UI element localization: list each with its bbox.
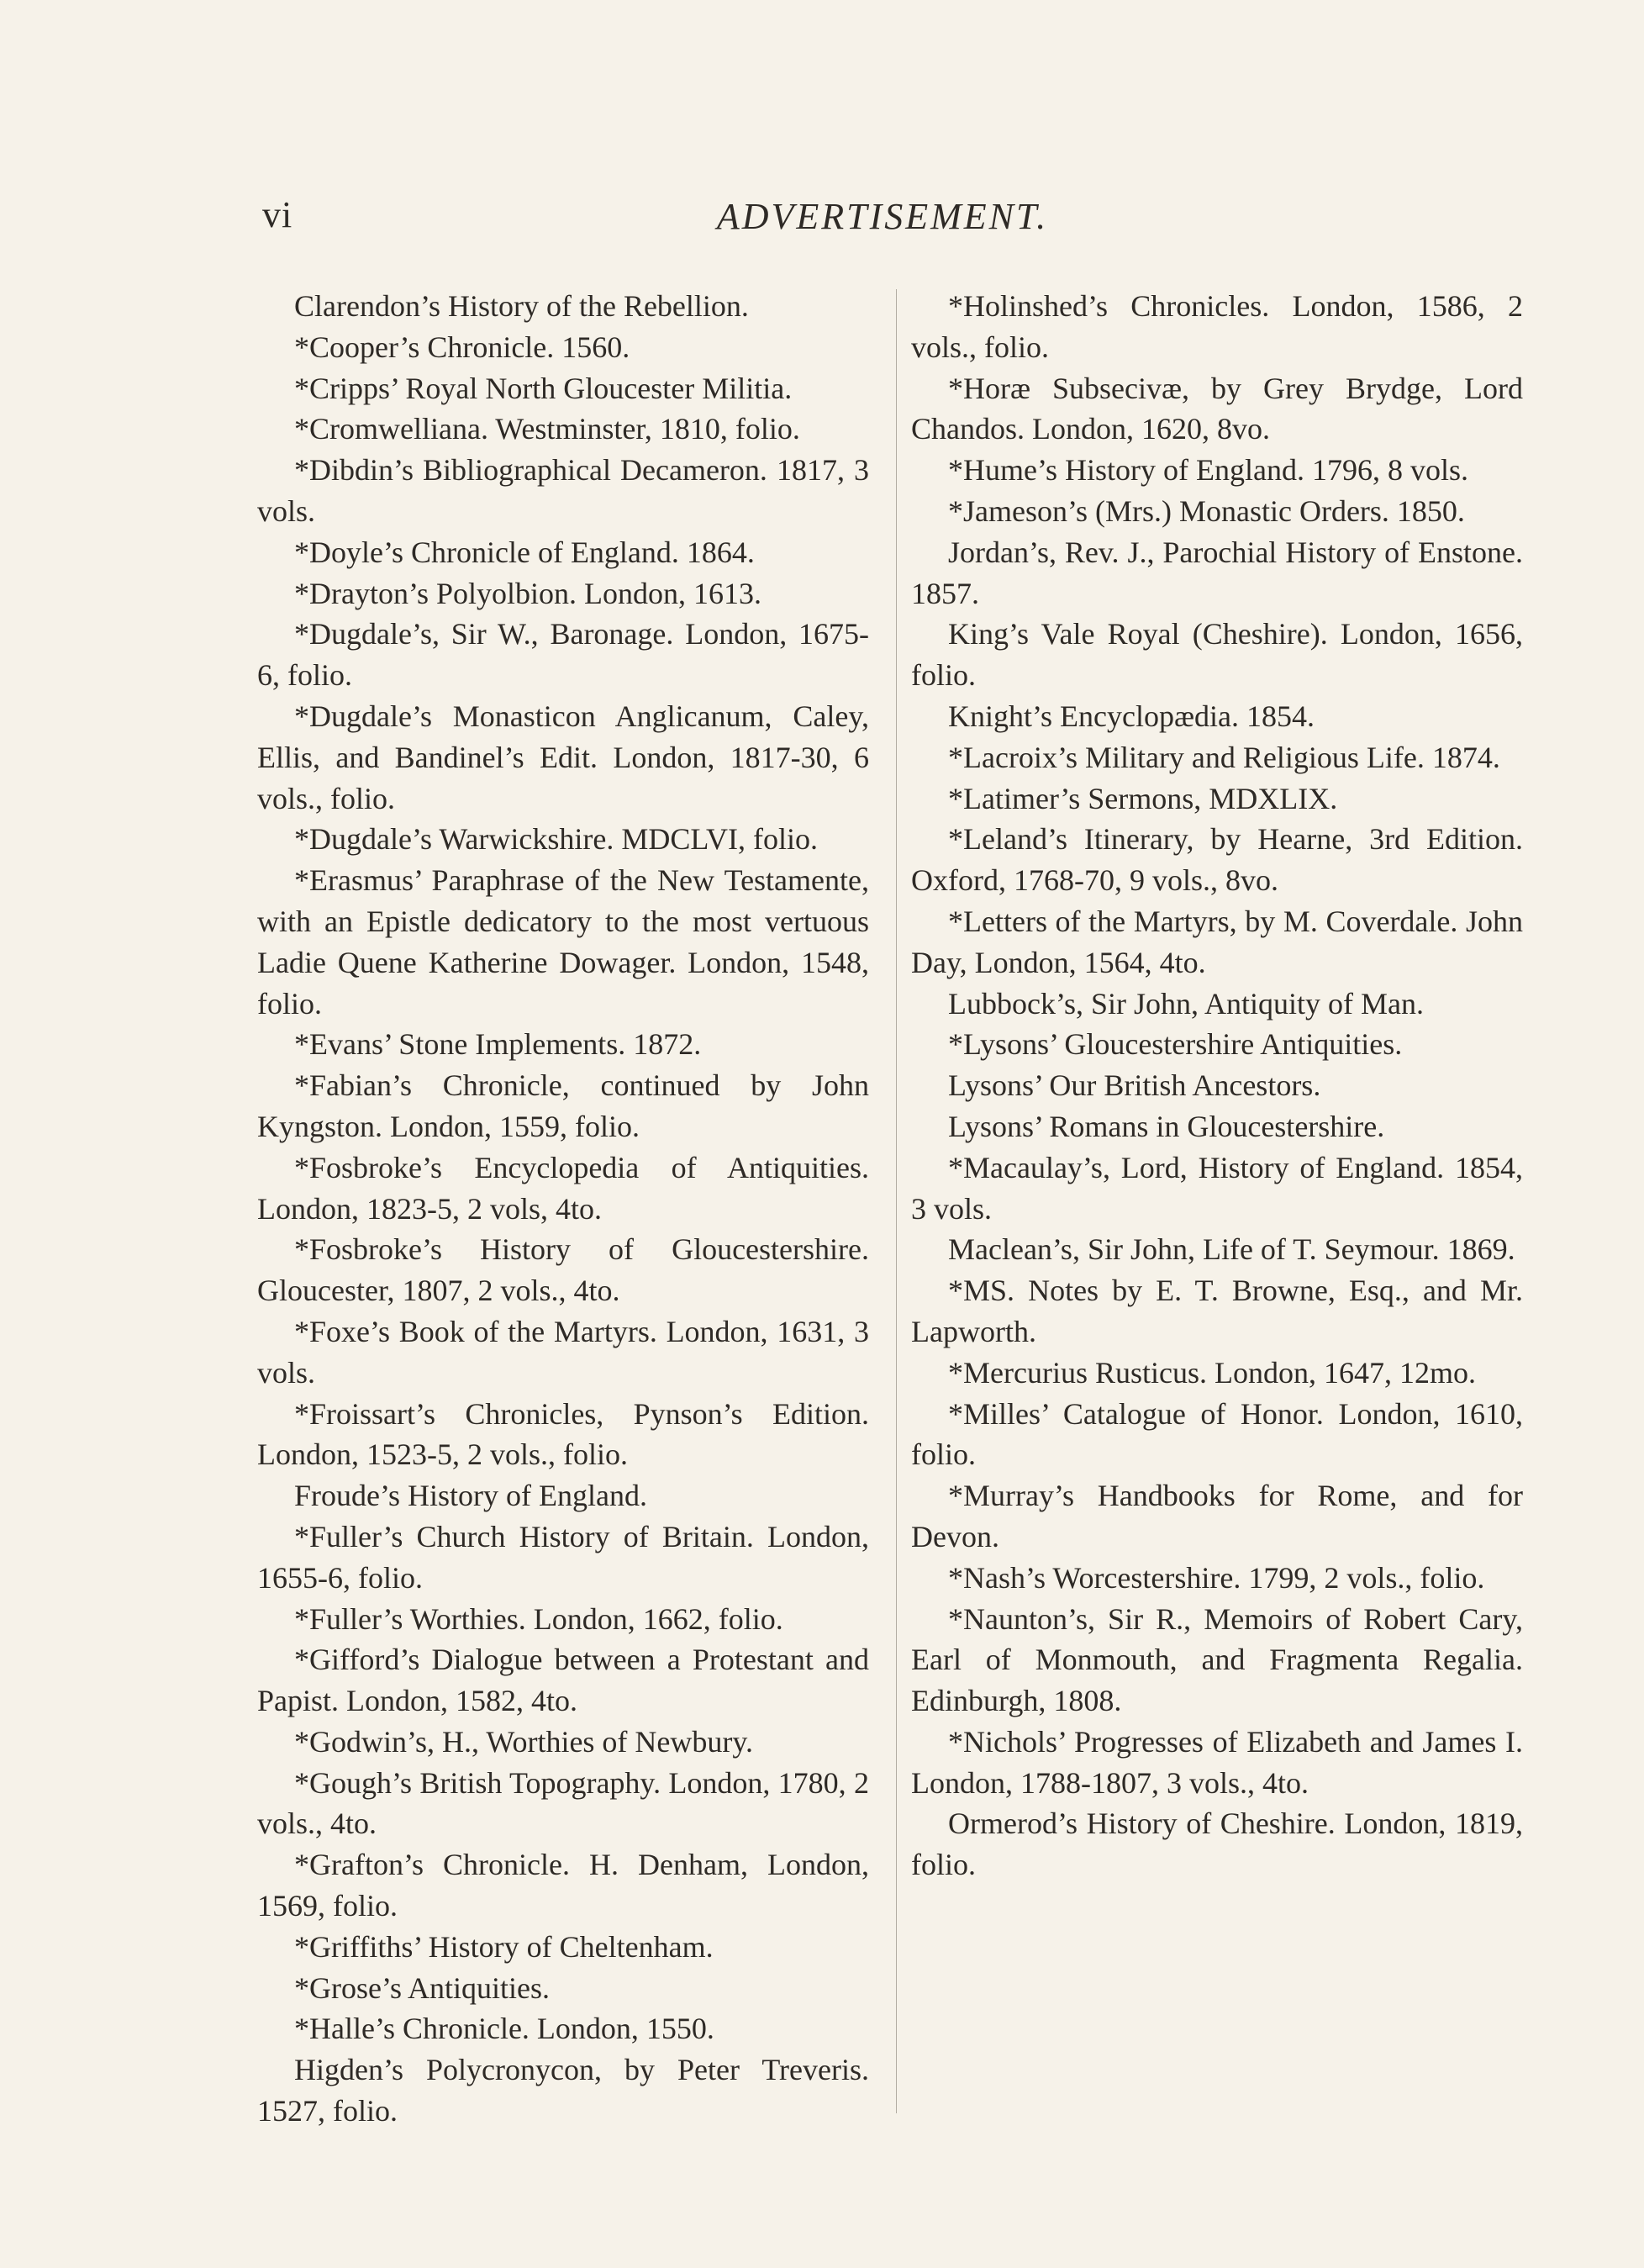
bibliography-entry: *Naunton’s, Sir R., Memoirs of Robert Cary, Earl of Monmouth, and Fragmenta Regalia. Edinburgh, 1808. — [911, 1601, 1523, 1718]
bibliography-entry: *Doyle’s Chronicle of England. 1864. — [294, 535, 755, 569]
bibliography-entry: Ormerod’s History of Cheshire. London, 1819, folio. — [911, 1806, 1523, 1882]
bibliography-entry: *Letters of the Martyrs, by M. Coverdale. John Day, London, 1564, 4to. — [911, 904, 1523, 979]
left-column — [257, 286, 869, 2132]
bibliography-entry: Maclean’s, Sir John, Life of T. Seymour. 1869. — [948, 1232, 1515, 1267]
bibliography-entry: *Mercurius Rusticus. London, 1647, 12mo. — [948, 1355, 1476, 1390]
bibliography-entry: *Holinshed’s Chronicles. London, 1586, 2 vols., folio. — [911, 289, 1523, 364]
bibliography-entry: *Leland’s Itinerary, by Hearne, 3rd Edition. Oxford, 1768-70, 9 vols., 8vo. — [911, 822, 1523, 898]
bibliography-entry: *Horæ Subsecivæ, by Grey Brydge, Lord Chandos. London, 1620, 8vo. — [911, 371, 1523, 446]
page-number: vi — [262, 194, 293, 235]
bibliography-entry: Froude’s History of England. — [294, 1479, 647, 1513]
bibliography-entry: *Murray’s Handbooks for Rome, and for Devon. — [911, 1479, 1523, 1553]
bibliography-entry: *Dibdin’s Bibliographical Decameron. 1817, 3 vols. — [257, 453, 869, 528]
bibliography-entry: *Fosbroke’s Encyclopedia of Antiquities. London, 1823-5, 2 vols, 4to. — [257, 1150, 869, 1226]
bibliography-entry: *Hume’s History of England. 1796, 8 vols. — [948, 453, 1468, 488]
bibliography-entry: Higden’s Polycronycon, by Peter Treveris. 1527, folio. — [257, 2053, 869, 2128]
bibliography-entry: *Fosbroke’s History of Gloucestershire. Gloucester, 1807, 2 vols., 4to. — [257, 1232, 869, 1308]
bibliography-entry: *Grose’s Antiquities. — [294, 1970, 550, 2005]
bibliography-entry: *Grafton’s Chronicle. H. Denham, London, 1569, folio. — [257, 1848, 869, 1923]
bibliography-entry: Lysons’ Our British Ancestors. — [948, 1068, 1321, 1103]
bibliography-entry: Lubbock’s, Sir John, Antiquity of Man. — [948, 986, 1424, 1021]
bibliography-entry: *Drayton’s Polyolbion. London, 1613. — [294, 576, 761, 610]
bibliography-entry: *Cromwelliana. Westminster, 1810, folio. — [294, 412, 800, 446]
bibliography-entry: *Fabian’s Chronicle, continued by John Kyngston. London, 1559, folio. — [257, 1068, 869, 1143]
running-head: ADVERTISEMENT. — [716, 196, 1049, 237]
bibliography-entry: *MS. Notes by E. T. Browne, Esq., and Mr. Lapworth. — [911, 1274, 1523, 1348]
bibliography-entry: *Cooper’s Chronicle. 1560. — [294, 330, 630, 364]
bibliography-entry: *Nichols’ Progresses of Elizabeth and James I. London, 1788-1807, 3 vols., 4to. — [911, 1724, 1523, 1800]
bibliography-entry: *Gough’s British Topography. London, 1780, 2 vols., 4to. — [257, 1765, 869, 1841]
bibliography-entry: *Halle’s Chronicle. London, 1550. — [294, 2012, 714, 2046]
bibliography-entry: *Jameson’s (Mrs.) Monastic Orders. 1850. — [948, 493, 1465, 528]
bibliography-entry: *Griffiths’ History of Cheltenham. — [294, 1929, 714, 1964]
bibliography-entry: *Nash’s Worcestershire. 1799, 2 vols., folio. — [948, 1560, 1485, 1595]
bibliography-entry: Jordan’s, Rev. J., Parochial History of Enstone. 1857. — [911, 535, 1523, 610]
bibliography-entry: *Macaulay’s, Lord, History of England. 1854, 3 vols. — [911, 1150, 1523, 1226]
bibliography-entry: *Froissart’s Chronicles, Pynson’s Edition. London, 1523-5, 2 vols., folio. — [257, 1396, 869, 1472]
bibliography-entry: *Dugdale’s, Sir W., Baronage. London, 1675-6, folio. — [257, 617, 869, 693]
bibliography-entry: *Lysons’ Gloucestershire Antiquities. — [948, 1027, 1403, 1062]
bibliography-entry: *Dugdale’s Warwickshire. MDCLVI, folio. — [294, 822, 819, 857]
bibliography-entry: *Dugdale’s Monasticon Anglicanum, Caley, Ellis, and Bandinel’s Edit. London, 1817-30, 6 vols., folio. — [257, 699, 869, 815]
bibliography-entry: *Godwin’s, H., Worthies of Newbury. — [294, 1724, 754, 1759]
right-column — [911, 286, 1523, 1886]
bibliography-entry: Clarendon’s History of the Rebellion. — [294, 289, 749, 323]
bibliography-entry: *Cripps’ Royal North Gloucester Militia. — [294, 371, 793, 405]
bibliography-entry: *Evans’ Stone Implements. 1872. — [294, 1027, 702, 1062]
bibliography-entry: *Gifford’s Dialogue between a Protestant and Papist. London, 1582, 4to. — [257, 1643, 869, 1718]
bibliography-entry: *Fuller’s Church History of Britain. London, 1655-6, folio. — [257, 1519, 869, 1595]
bibliography-entry: *Foxe’s Book of the Martyrs. London, 1631, 3 vols. — [257, 1314, 869, 1390]
bibliography-entry: *Fuller’s Worthies. London, 1662, folio. — [294, 1601, 783, 1636]
bibliography-entry: *Erasmus’ Paraphrase of the New Testamente, with an Epistle dedicatory to the most vertuous Ladie Quene Katherine Dowager. London, 1548, folio. — [257, 863, 869, 1021]
bibliography-entry: Knight’s Encyclopædia. 1854. — [948, 699, 1315, 733]
bibliography-entry: *Lacroix’s Military and Religious Life. 1874. — [948, 740, 1500, 774]
bibliography-entry: *Latimer’s Sermons, MDXLIX. — [948, 781, 1338, 815]
bibliography-entry: King’s Vale Royal (Cheshire). London, 1656, folio. — [911, 617, 1523, 693]
bibliography-entry: Lysons’ Romans in Gloucestershire. — [948, 1109, 1385, 1143]
column-rule — [896, 289, 897, 2113]
bibliography-entry: *Milles’ Catalogue of Honor. London, 1610, folio. — [911, 1396, 1523, 1472]
